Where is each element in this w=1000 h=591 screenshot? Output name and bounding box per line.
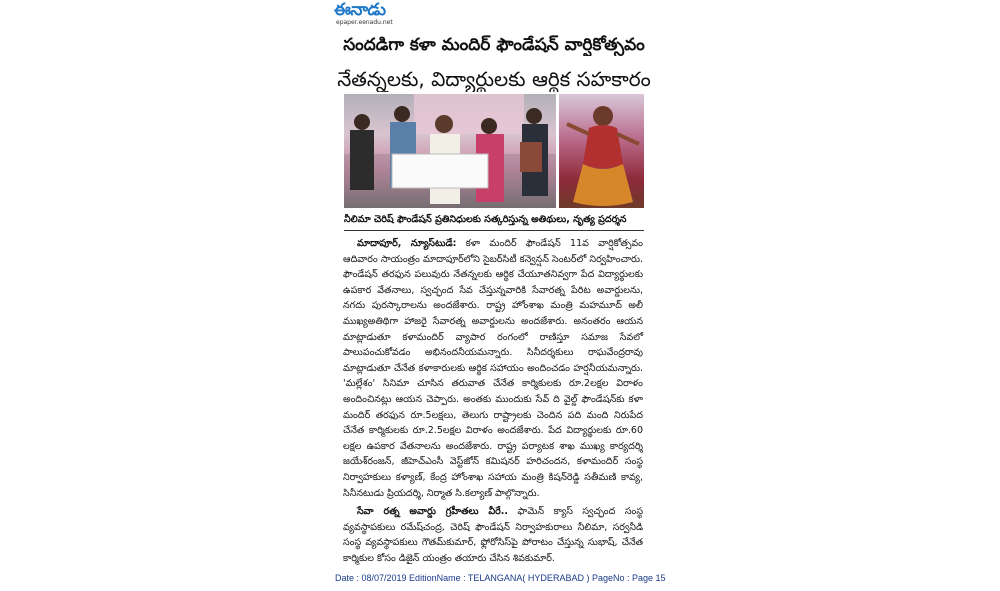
dancer-illustration	[559, 94, 644, 208]
photo-caption: నీలిమా చెరిష్ ఫౌండేషన్ ప్రతినిధులకు సత్కరిస్తున్న అతిథులు, నృత్య ప్రదర్శన	[344, 214, 627, 225]
article-paragraph	[343, 504, 643, 566]
dance-performance-photo	[559, 94, 644, 208]
article-paragraph	[343, 236, 643, 501]
headline-sub: నేతన్నలకు, విద్యార్థులకు ఆర్థిక సహకారం	[337, 67, 651, 91]
logo-text: ఈనాడు	[334, 0, 386, 20]
eenadu-logo	[334, 2, 408, 28]
logo-url: epaper.eenadu.net	[336, 19, 393, 26]
dateline: మాదాపూర్, న్యూస్‌టుడే:	[357, 238, 457, 249]
article-body	[343, 236, 643, 569]
caption-divider	[344, 230, 644, 231]
felicitation-illustration	[344, 94, 556, 208]
headline-main: సందడిగా కళా మందిర్ ఫౌండేషన్ వార్షికోత్సవం	[343, 35, 645, 55]
edition-footer: Date : 08/07/2019 EditionName : TELANGANA( HYDERABAD ) PageNo : Page 15	[335, 573, 666, 583]
article-text: కళా మందిర్ ఫౌండేషన్ 11వ వార్షికోత్సవం ఆదివారం సాయంత్రం మాదాపూర్‌లోని సైబర్‌సిటీ కన్వెన్షన్ సెంటర్‌లో నిర్వహించారు. ఫౌండేషన్ తరఫున పలువురు నేతన్నలకు ఆర్థిక చేయూతనివ్వగా పేద విద్యార్థులకు ఉపకార వేతనాలు, స్వచ్ఛంద సేవ చేస్తున్నవారికి సేవారత్న పేరిట అవార్డులను, నగదు పురస్కారాలను అందజేశారు. రాష్ట్ర హోంశాఖ మంత్రి మహమూద్ అలీ ముఖ్యఅతిథిగా హాజరై సేవారత్న అవార్డులను అందజేశారు. అనంతరం ఆయన మాట్లాడుతూ కళామందిర్ వ్యాపార రంగంలో రాణిస్తూ సమాజ సేవలో పాలుపంచుకోవడం అభినందనీయమన్నారు. సినీదర్శకులు రాఘవేంద్రరావు మాట్లాడుతూ చేనేత కళాకారులకు ఆర్థిక సహాయం అందించడం హర్షనీయమన్నారు. 'మల్లేశం' సినిమా చూసిన తరువాత చేనేత కార్మికులకు రూ.2లక్షల విరాళం అందించినట్లు ఆయన చెప్పారు. అంతకు ముందుకు సేవ్ ది వైల్డ్ ఫౌండేషన్‌కు కళా మందిర్ తరఫున రూ.5లక్షలు, తెలుగు రాష్ట్రాలకు చెందిన పది మంది నిరుపేద చేనేత కార్మికులకు రూ.2.5లక్షల విరాళం అందజేశారు. పేద విద్యార్థులకు రూ.60 లక్షల ఉపకార వేతనాలను అందజేశారు. రాష్ట్ర పర్యాటక శాఖ ముఖ్య కార్యదర్శి జయేశ్‌రంజన్, జీహెచ్ఎంసీ వెస్ట్‌జోన్ కమిషనర్ హరిచందన, కళామందిర్ సంస్థ నిర్వాహకులు కళ్యాణ్, కేంద్ర హోంశాఖ సహాయ మంత్రి కిషన్‌రెడ్డి సతీమణి కావ్య, సినీనటుడు ప్రియదర్శి, నిర్మాత సి.కల్యాణ్ పాల్గొన్నారు.	[343, 238, 643, 499]
subheading: సేవా రత్న అవార్డు గ్రహీతలు వీరే..	[357, 506, 508, 518]
event-photo-felicitation	[344, 94, 556, 208]
article-text: ఫామెన్ క్యాస్ స్వచ్ఛంద సంస్థ వ్యవస్థాపకులు రమేష్‌చంద్ర, చెరిష్ ఫౌండేషన్ నిర్వాహకురాలు నీలిమా, సర్వనీడి సంస్థ వ్యవస్థాపకులు గౌతమ్‌కుమార్, ఫ్లోరోసిస్‌పై పోరాటం చేస్తున్న సుభాష్, చేనేత కార్మికుల కోసం డిజైన్ యంత్రం తయారు చేసిన శివకుమార్.	[343, 506, 643, 564]
